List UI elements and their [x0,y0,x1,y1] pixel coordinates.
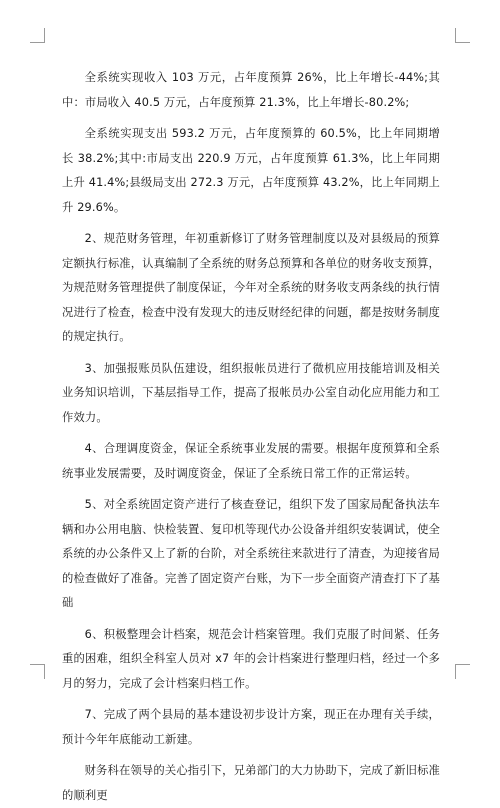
crop-mark-top-right [455,28,470,43]
paragraph-infrastructure: 7、完成了两个县局的基本建设初步设计方案，现正在办理有关手续，预计今年年底能动工新建。 [62,708,440,746]
crop-mark-top-left [30,28,45,43]
paragraph-financial-management: 2、规范财务管理，年初重新修订了财务管理制度以及对县级局的预算定额执行标准，认真编制了全系统的财务总预算和各单位的财务收支预算，为规范财务管理提供了制度保证，今年对全系统的财务收支两条线的执行情况进行了检查，检查中没有发现大的违反财经纪律的问题，都是按财务制度的规定执行。 [62,232,440,343]
paragraph-fund-allocation: 4、合理调度资金，保证全系统事业发展的需要。根据年度预算和全系统事业发展需要，及时调度资金，保证了全系统日常工作的正常运转。 [62,442,440,480]
paragraph-income: 全系统实现收入 103 万元，占年度预算 26%，比上年增长-44%;其中：市局收入 40.5 万元，占年度预算 21.3%，比上年增长-80.2%; [62,71,440,109]
crop-mark-bottom-right [455,664,470,679]
document-body [62,66,440,808]
paragraph-accounting-archives: 6、积极整理会计档案，规范会计档案管理。我们克服了时间紧、任务重的困难，组织全科室人员对 x7 年的会计档案进行整理归档，经过一个多月的努力，完成了会计档案归档工作。 [62,627,440,690]
paragraph-closing: 财务科在领导的关心指引下，兄弟部门的大力协助下，完成了新旧标准的顺利更 [62,764,440,802]
crop-mark-bottom-left [30,664,45,679]
paragraph-expenditure: 全系统实现支出 593.2 万元，占年度预算的 60.5%，比上年同期增长 38.2%;其中:市局支出 220.9 万元，占年度预算 61.3%，比上年同期上升 41.4%;县级局支出 272.3 万元，占年度预算 43.2%，比上年同期上升 29.6%。 [62,127,440,214]
paragraph-fixed-assets: 5、对全系统固定资产进行了核查登记，组织下发了国家局配备执法车辆和办公用电脑、快检装置、复印机等现代办公设备并组织安装调试，使全系统的办公条件又上了新的台阶，对全系统往来款进行了清查，为迎接省局的检查做好了准备。完善了固定资产台账，为下一步全面资产清查打下了基础 [62,498,440,609]
paragraph-accountant-training: 3、加强报账员队伍建设，组织报帐员进行了微机应用技能培训及相关业务知识培训，下基层指导工作，提高了报帐员办公室自动化应用能力和工作效力。 [62,361,440,424]
